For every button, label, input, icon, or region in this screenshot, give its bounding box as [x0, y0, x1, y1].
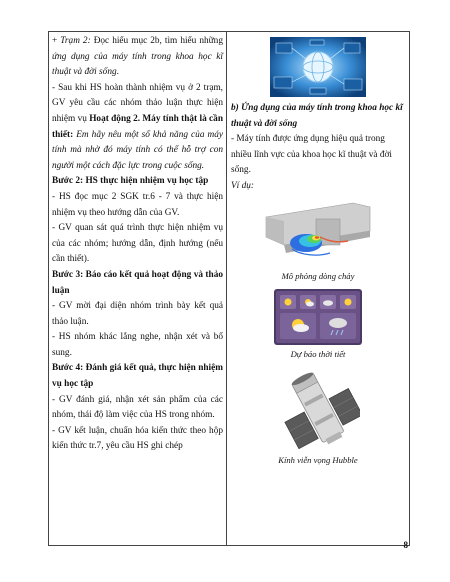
- station-2-paragraph: + Trạm 2: Đọc hiểu mục 2b, tìm hiểu những ứng dụng của máy tính trong khoa học kĩ thuật và đời sống.: [52, 36, 223, 78]
- caption-flow-simulation: Mô phỏng dòng chảy: [281, 270, 355, 281]
- example-label: Ví dụ:: [231, 180, 254, 191]
- globe-network-illustration: [270, 37, 366, 97]
- hubble-telescope-illustration: [276, 367, 360, 449]
- group-task-paragraph: - Sau khi HS hoàn thành nhiệm vụ ở 2 trạm, GV yêu cầu các nhóm thảo luận thực hiện nhiệm vụ Hoạt động 2. Máy tính thật là cần thiết: Em hãy nêu một số khả năng của máy tính mà nhờ đó máy tính có thể hỗ trợ con người một cách đặc lực trong cuộc sống.: [52, 82, 223, 171]
- caption-hubble: Kính viễn vọng Hubble: [278, 454, 358, 465]
- flow-simulation-illustration: [258, 197, 378, 269]
- weather-app-illustration: [274, 289, 362, 345]
- step-2-line-2: - GV quan sát quá trình thực hiện nhiệm vụ của các nhóm; hướng dẫn, định hướng (nếu cần thiết).: [52, 223, 223, 265]
- content-column: [227, 32, 409, 545]
- section-b-heading: b) Ứng dụng của máy tính trong khoa học kĩ thuật và đời sống: [231, 103, 403, 129]
- step-4-line-2: - GV kết luận, chuẩn hóa kiến thức theo hộp kiến thức tr.7, yêu cầu HS ghi chép: [52, 425, 223, 452]
- step-2-line-1: - HS đọc mục 2 SGK tr.6 - 7 và thực hiện nhiệm vụ theo hướng dẫn của GV.: [52, 191, 223, 218]
- section-b-text: - Máy tính được ứng dụng hiệu quả trong nhiều lĩnh vực của khoa học kĩ thuật và đời sống.: [231, 134, 392, 176]
- step-4-title: Bước 4: Đánh giá kết quả, thực hiện nhiệm vụ học tập: [52, 363, 223, 390]
- weather-forecast-image: [231, 289, 405, 345]
- flow-simulation-image: [231, 197, 405, 269]
- step-3-line-2: - HS nhóm khác lắng nghe, nhận xét và bổ sung.: [52, 332, 223, 358]
- page-number: 8: [403, 540, 408, 550]
- hubble-image: [231, 367, 405, 449]
- station-2-label: Trạm 2:: [60, 36, 91, 46]
- teacher-activity-column: [49, 32, 227, 545]
- activity-2-title: Hoạt động 2. Máy tính thật là cần thiết: [52, 113, 223, 140]
- step-3-title: Bước 3: Báo cáo kết quả hoạt động và thảo luận: [52, 269, 223, 296]
- step-4-line-1: - GV đánh giá, nhận xét sản phẩm của các nhóm, thái độ làm việc của HS trong nhóm.: [52, 394, 223, 421]
- lesson-table: [48, 31, 410, 546]
- network-image: [231, 37, 405, 97]
- activity-2-question: Em hãy nêu một số khả năng của máy tính mà nhờ đó máy tính có thể hỗ trợ con người một cách đặc lực trong cuộc sống.: [52, 129, 223, 171]
- step-3-line-1: - GV mời đại diện nhóm trình bày kết quả thảo luận.: [52, 301, 223, 327]
- step-2-title: Bước 2: HS thực hiện nhiệm vụ học tập: [52, 176, 209, 187]
- caption-weather-forecast: Dự báo thời tiết: [290, 349, 346, 360]
